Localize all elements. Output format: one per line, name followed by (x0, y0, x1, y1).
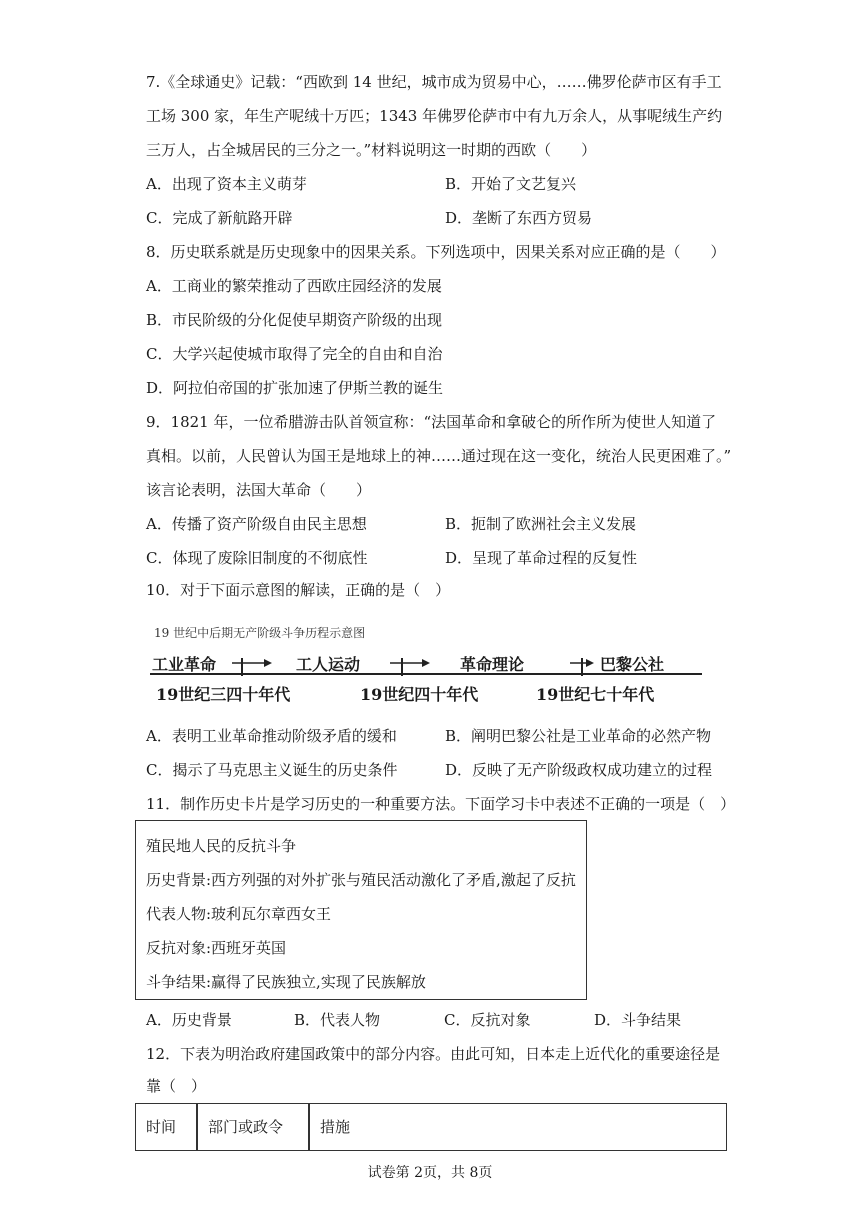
card-background: 历史背景:西方列强的对外扩张与殖民活动激化了矛盾,激起了反抗 (146, 871, 576, 889)
q8-option-b: B．市民阶级的分化促使早期资产阶级的出现 (146, 311, 443, 329)
stage-paris-commune: 巴黎公社 (600, 655, 665, 674)
q7-option-b: B．开始了文艺复兴 (445, 175, 577, 193)
q9-stem-line1: 9．1821 年，一位希腊游击队首领宣称：“法国革命和拿破仑的所作所为使世人知道了 (146, 413, 717, 431)
q7-stem-line1: 7.《全球通史》记载：“西欧到 14 世纪，城市成为贸易中心，……佛罗伦萨市区有手工 (146, 73, 722, 91)
q9-stem-line2: 真相。以前，人民曾认为国王是地球上的神……通过现在这一变化，统治人民更困难了。” (146, 447, 732, 465)
q7-stem-line2: 工场 300 家，年生产呢绒十万匹；1343 年佛罗伦萨市中有九万余人，从事呢绒生产约 (146, 107, 723, 125)
q7-option-a: A．出现了资本主义萌芽 (146, 175, 307, 193)
q7-option-d: D．垄断了东西方贸易 (445, 209, 593, 227)
q8-option-d: D．阿拉伯帝国的扩张加速了伊斯兰教的诞生 (146, 379, 444, 397)
arrow-3-head (586, 659, 594, 667)
period-3: 19世纪七十年代 (536, 685, 655, 704)
proletarian-struggle-diagram (146, 622, 706, 712)
q9-option-a: A．传播了资产阶级自由民主思想 (146, 515, 367, 533)
stage-revolutionary-theory: 革命理论 (460, 655, 525, 674)
period-2: 19世纪四十年代 (360, 685, 479, 704)
arrow-2-head (422, 659, 430, 667)
diagram-title: 19 世纪中后期无产阶级斗争历程示意图 (154, 626, 366, 640)
q12-stem-line2: 靠（ ） (146, 1077, 207, 1095)
q9-stem-line3: 该言论表明，法国大革命（ ） (146, 481, 372, 499)
q8-stem: 8．历史联系就是历史现象中的因果关系。下列选项中，因果关系对应正确的是（ ） (146, 243, 726, 261)
period-1: 19世纪三四十年代 (156, 685, 291, 704)
page-footer: 试卷第 2页，共 8页 (367, 1165, 493, 1181)
card-result: 斗争结果:赢得了民族独立,实现了民族解放 (146, 973, 426, 991)
q10-option-a: A．表明工业革命推动阶级矛盾的缓和 (146, 727, 397, 745)
q10-stem: 10．对于下面示意图的解读，正确的是（ ） (146, 581, 451, 599)
history-study-card (135, 820, 587, 1000)
q10-option-c: C．揭示了马克思主义诞生的历史条件 (146, 761, 398, 779)
table-header-measures: 措施 (320, 1118, 351, 1136)
q7-option-c: C．完成了新航路开辟 (146, 209, 293, 227)
q10-option-b: B．阐明巴黎公社是工业革命的必然产物 (445, 727, 712, 745)
q9-option-b: B．扼制了欧洲社会主义发展 (445, 515, 637, 533)
q8-option-c: C．大学兴起使城市取得了完全的自由和自治 (146, 345, 443, 363)
table-divider (196, 1104, 198, 1150)
stage-workers-movement: 工人运动 (296, 655, 361, 674)
q11-option-b: B．代表人物 (294, 1011, 381, 1029)
card-title: 殖民地人民的反抗斗争 (146, 837, 297, 855)
card-target: 反抗对象:西班牙英国 (146, 939, 287, 957)
q11-stem: 11．制作历史卡片是学习历史的一种重要方法。下面学习卡中表述不正确的一项是（ ） (146, 795, 736, 813)
meiji-policy-table (135, 1103, 727, 1151)
card-person: 代表人物:玻利瓦尔章西女王 (146, 905, 332, 923)
table-divider (308, 1104, 310, 1150)
q11-option-d: D．斗争结果 (594, 1011, 682, 1029)
q9-option-c: C．体现了废除旧制度的不彻底性 (146, 549, 368, 567)
q8-option-a: A．工商业的繁荣推动了西欧庄园经济的发展 (146, 277, 442, 295)
table-header-department: 部门或政令 (208, 1118, 284, 1136)
table-header-time: 时间 (146, 1118, 177, 1136)
q7-stem-line3: 三万人，占全城居民的三分之一。”材料说明这一时期的西欧（ ） (146, 141, 597, 159)
q11-option-c: C．反抗对象 (444, 1011, 531, 1029)
q10-option-d: D．反映了无产阶级政权成功建立的过程 (445, 761, 713, 779)
q11-option-a: A．历史背景 (146, 1011, 232, 1029)
arrow-1-head (264, 659, 272, 667)
q9-option-d: D．呈现了革命过程的反复性 (445, 549, 638, 567)
stage-industrial-revolution: 工业革命 (152, 655, 217, 674)
q12-stem-line1: 12．下表为明治政府建国政策中的部分内容。由此可知，日本走上近代化的重要途径是 (146, 1045, 721, 1063)
